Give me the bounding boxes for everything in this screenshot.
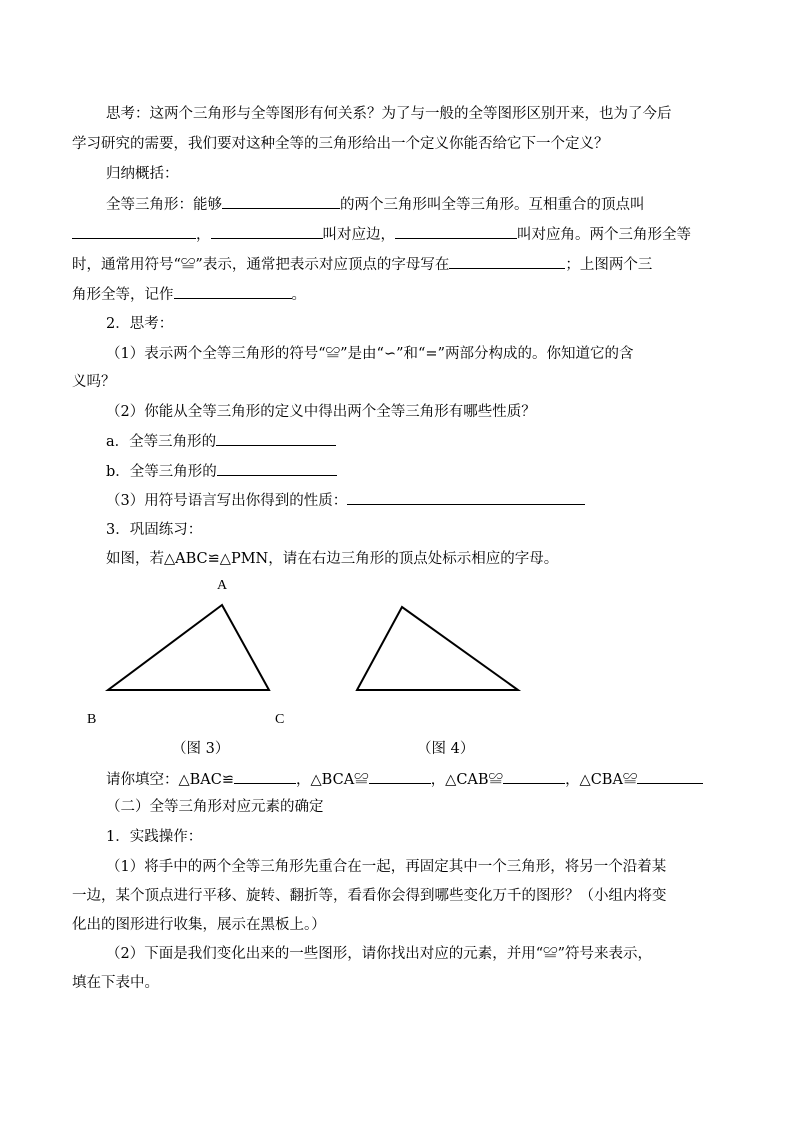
section2-q2-line-2: 填在下表中。 [72,975,159,991]
def-text-i: 。 [291,287,306,303]
blank-cba[interactable] [637,769,703,784]
section2-q2-line-1: （2）下面是我们变化出来的一些图形，请你找出对应的元素，并用“≌”符号来表示， [106,946,653,962]
practice-heading: 3．巩固练习： [106,522,203,538]
practice-text: 如图，若△ABC≌△PMN，请在右边三角形的顶点处标示相应的字母。 [106,551,559,567]
think2-q1-line-2: 义吗？ [72,374,116,390]
section2-sub1: 1．实践操作： [106,829,203,845]
vertex-a-label: A [217,578,228,593]
section2-q1-line-2: 一边，某个顶点进行平移、旋转、翻折等，看看你会得到哪些变化万千的图形？（小组内将变 [72,888,667,904]
def-text-d: 叫对应边， [322,227,395,243]
vertex-c-label: C [275,712,285,727]
blank-bac[interactable] [234,769,296,784]
def-text-c: ， [196,227,211,243]
think2-q1-line-1: （1）表示两个全等三角形的符号“≌”是由“∽”和“=”两部分构成的。你知道它的含 [106,346,634,362]
def-text-e: 叫对应角。两个三角形全等 [517,227,691,243]
item-b-label: b．全等三角形的 [106,464,217,480]
def-text-f: 时，通常用符号“≌”表示，通常把表示对应顶点的字母写在 [72,257,450,273]
section2-heading: （二）全等三角形对应元素的确定 [106,799,324,815]
triangle-pmn [357,607,518,690]
def-text-g: ；上图两个三 [565,257,653,273]
think-line-2: 学习研究的需要，我们要对这种全等的三角形给出一个定义你能否给它下一个定义？ [72,136,609,152]
def-text-a: 全等三角形：能够 [106,197,222,213]
vertex-b-label: B [87,712,97,727]
fill-t3: ，△CAB≌ [430,772,504,788]
think2-q2: （2）你能从全等三角形的定义中得出两个全等三角形有哪些性质？ [106,404,536,420]
fill-prompt: 请你填空： [106,772,179,788]
q3-label: （3）用符号语言写出你得到的性质： [106,493,348,509]
think2-heading: 2．思考： [106,316,174,332]
figure-4-caption: （图 4） [417,741,475,757]
figure-3-caption: （图 3） [172,741,230,757]
def-text-h: 角形全等，记作 [72,287,174,303]
fill-in-line [106,769,703,790]
fill-t1: △BAC≌ [178,772,235,788]
triangle-abc [108,605,269,690]
think-line-1: 思考：这两个三角形与全等图形有何关系？为了与一般的全等图形区别开来，也为了今后 [106,106,672,122]
blank-bca[interactable] [369,769,431,784]
summary-label: 归纳概括： [106,166,179,182]
blank-cab[interactable] [503,769,565,784]
item-a-label: a．全等三角形的 [106,434,217,450]
fill-t4: ，△CBA≌ [565,772,638,788]
section2-q1-line-1: （1）将手中的两个全等三角形先重合在一起，再固定其中一个三角形，将另一个沿着某 [106,859,667,875]
def-text-b: 的两个三角形叫全等三角形。互相重合的顶点叫 [340,197,645,213]
fill-t2: ，△BCA≌ [296,772,369,788]
section2-q1-line-3: 化出的图形进行收集，展示在黑板上。） [72,917,326,933]
